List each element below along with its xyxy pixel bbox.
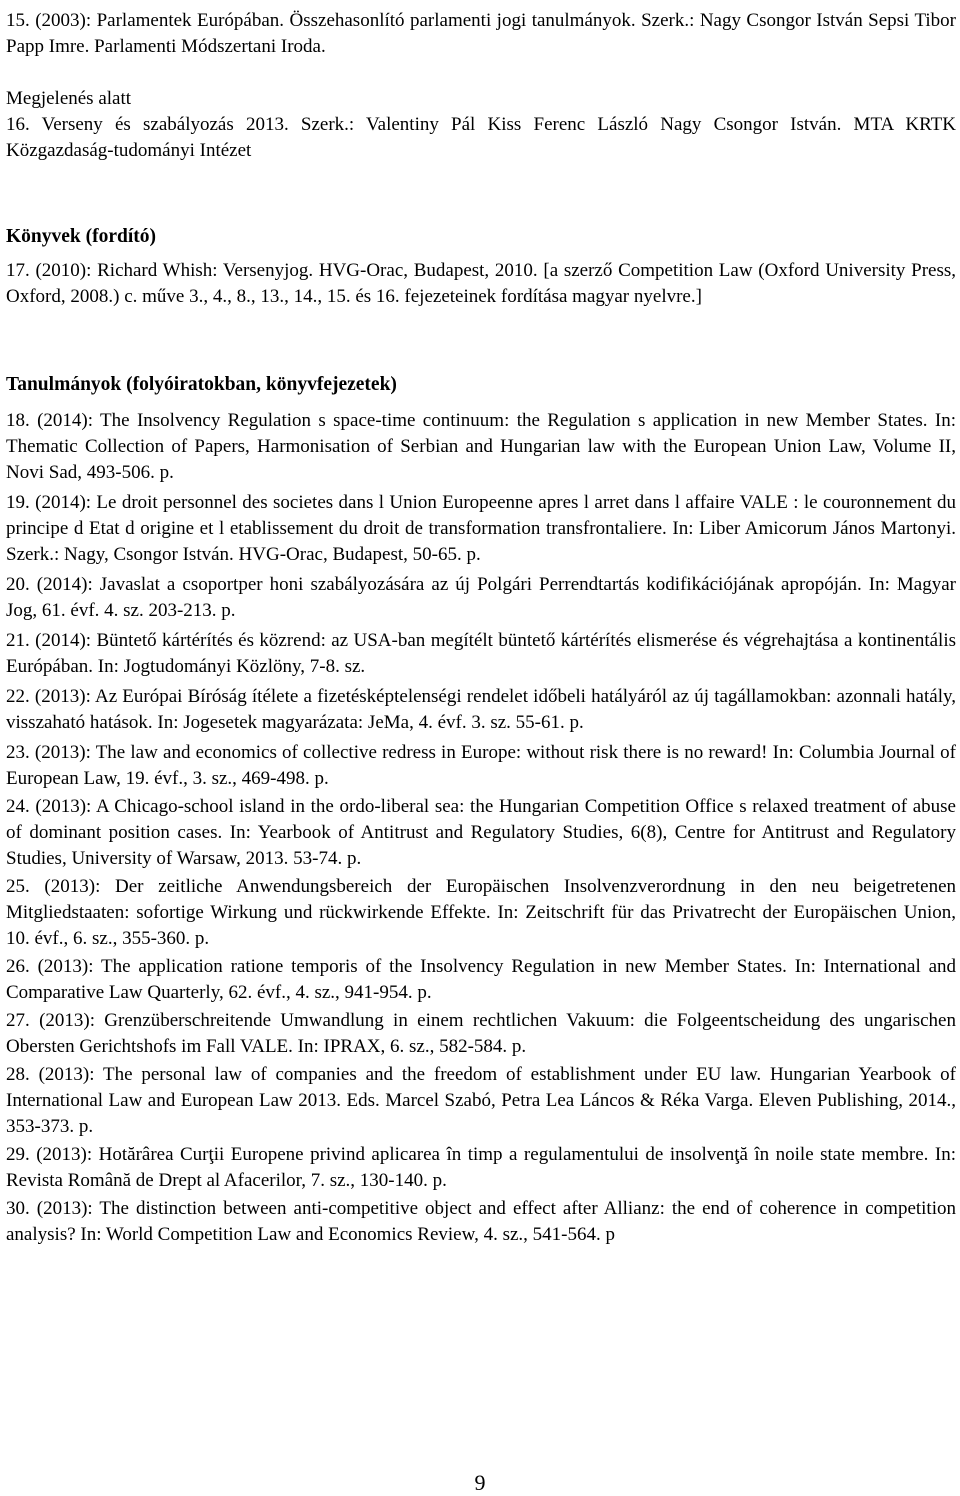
- list-item: 27. (2013): Grenzüberschreitende Umwandlung in einem rechtlichen Vakuum: die Folgeentscheidung des ungarischen Obersten Gerichtshofs im Fall VALE. In: IPRAX, 6. sz., 582-584. p.: [6, 1010, 956, 1057]
- list-item: 19. (2014): Le droit personnel des societes dans l Union Europeenne apres l arret dans l affaire VALE : le couronnement du principe d Etat d origine et l etablissement du droit de transformation transfrontaliere. In: Liber Amicorum János Martonyi. Szerk.: Nagy, Csongor István. HVG-Orac, Budapest, 50-65. p.: [6, 492, 956, 565]
- list-item: 20. (2014): Javaslat a csoportper honi szabályozására az új Polgári Perrendtartás kodifikációjának apropóján. In: Magyar Jog, 61. évf. 4. sz. 203-213. p.: [6, 574, 956, 621]
- list-item: 24. (2013): A Chicago-school island in the ordo-liberal sea: the Hungarian Competition Office s relaxed treatment of abuse of dominant position cases. In: Yearbook of Antitrust and Regulatory Studies, 6(8), Centre for Antitrust and Regulatory Studies, University of Warsaw, 2013. 53-74. p.: [6, 796, 956, 869]
- list-item: 25. (2013): Der zeitliche Anwendungsbereich der Europäischen Insolvenzverordnung in den neu beigetretenen Mitgliedstaaten: sofortige Wirkung und rückwirkende Effekte. In: Zeitschrift für das Privatrecht der Europäischen Union, 10. évf., 6. sz., 355-360. p.: [6, 876, 956, 949]
- list-item: 21. (2014): Büntető kártérítés és közrend: az USA-ban megítélt büntető kártérítés elismerése és végrehajtása a kontinentális Európában. In: Jogtudományi Közlöny, 7-8. sz.: [6, 630, 956, 677]
- list-item: 23. (2013): The law and economics of collective redress in Europe: without risk there is no reward! In: Columbia Journal of European Law, 19. évf., 3. sz., 469-498. p.: [6, 742, 956, 789]
- forthcoming-label: Megjelenés alatt: [6, 88, 132, 109]
- list-item: 26. (2013): The application ratione temporis of the Insolvency Regulation in new Member States. In: International and Comparative Law Quarterly, 62. évf., 4. sz., 941-954. p.: [6, 956, 956, 1003]
- section-heading-studies: Tanulmányok (folyóiratokban, könyvfejezetek): [6, 374, 397, 395]
- section-heading-translated-books: Könyvek (fordító): [6, 226, 157, 247]
- list-item: 16. Verseny és szabályozás 2013. Szerk.: Valentiny Pál Kiss Ferenc László Nagy Csongor István. MTA KRTK Közgazdaság-tudományi Intézet: [6, 114, 956, 161]
- page-number: 9: [474, 1470, 486, 1495]
- list-item: 29. (2013): Hotărârea Curţii Europene privind aplicarea în timp a regulamentului de insolvenţă în noile state membre. In: Revista Română de Drept al Afacerilor, 7. sz., 130-140. p.: [6, 1144, 956, 1191]
- list-item: 22. (2013): Az Európai Bíróság ítélete a fizetésképtelenségi rendelet időbeli hatályáról az új tagállamokban: azonnali hatály, visszaható hatások. In: Jogesetek magyarázata: JeMa, 4. évf. 3. sz. 55-61. p.: [6, 686, 956, 733]
- list-item: 28. (2013): The personal law of companies and the freedom of establishment under EU law. Hungarian Yearbook of International Law and European Law 2013. Eds. Marcel Szabó, Petra Lea Láncos & Réka Varga. Eleven Publishing, 2014., 353-373. p.: [6, 1064, 956, 1137]
- list-item: 15. (2003): Parlamentek Európában. Összehasonlító parlamenti jogi tanulmányok. Szerk.: Nagy Csongor István Sepsi Tibor Papp Imre. Parlamenti Módszertani Iroda.: [6, 10, 956, 57]
- list-item: 18. (2014): The Insolvency Regulation s space-time continuum: the Regulation s application in new Member States. In: Thematic Collection of Papers, Harmonisation of Serbian and Hungarian law with the European Union Law, Volume II, Novi Sad, 493-506. p.: [6, 410, 956, 483]
- document-page: [6, 8, 956, 1248]
- list-item: 30. (2013): The distinction between anti-competitive object and effect after Allianz: the end of coherence in competition analysis? In: World Competition Law and Economics Review, 4. sz., 541-564. p: [6, 1198, 956, 1245]
- list-item: 17. (2010): Richard Whish: Versenyjog. HVG-Orac, Budapest, 2010. [a szerző Competition Law (Oxford University Press, Oxford, 2008.) c. műve 3., 4., 8., 13., 14., 15. és 16. fejezeteinek fordítása magyar nyelvre.]: [6, 260, 956, 307]
